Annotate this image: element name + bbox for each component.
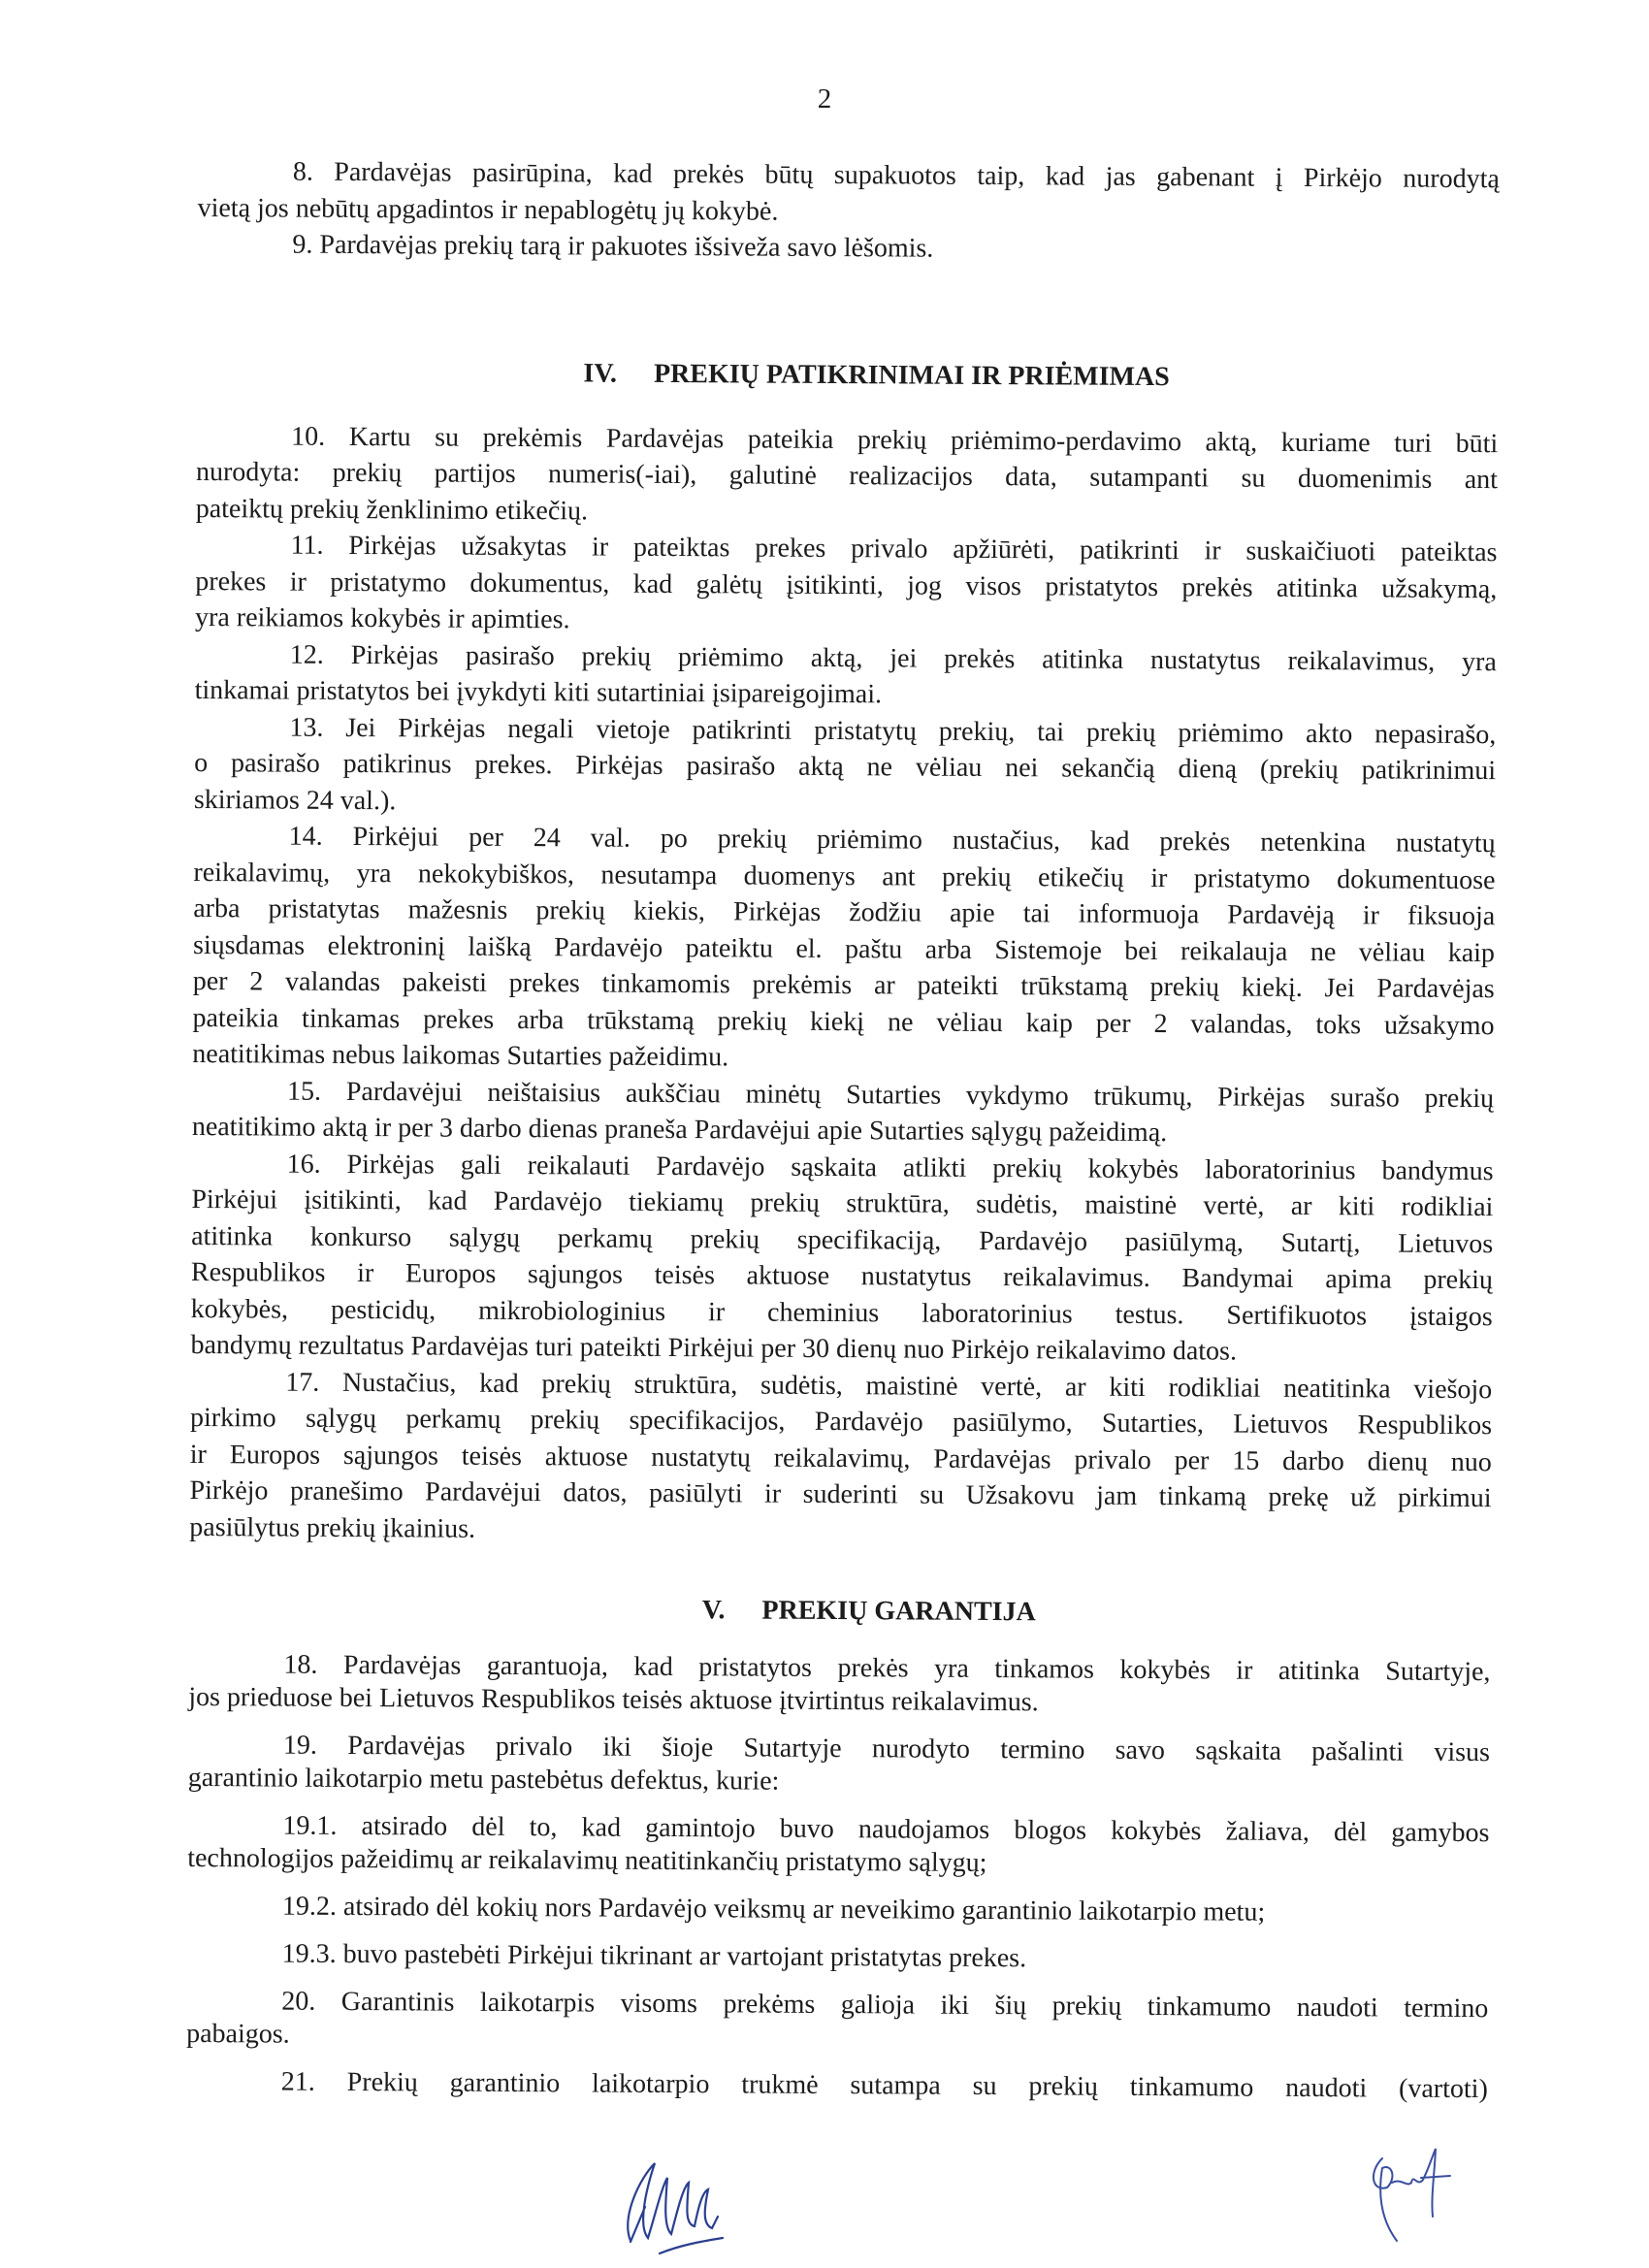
paragraph-line: 21. Prekių garantinio laikotarpio trukmė sutampa su prekių tinkamumo naudoti (vartoti) (280, 2066, 1488, 2105)
paragraph-line: 17. Nustačius, kad prekių struktūra, sudėtis, maistinė vertė, ar kiti rodikliai neatitinka viešojo (285, 1367, 1493, 1405)
paragraph-line: pasiūlytus prekių įkainius. (189, 1511, 476, 1544)
section-number: V. (701, 1595, 726, 1626)
paragraph (194, 708, 1497, 826)
paragraph-line: pirkimo sąlygų perkamų prekių specifikacijos, Pardavėjo pasiūlymo, Sutarties, Lietuvos Respublikos (189, 1402, 1493, 1442)
paragraph-line: reikalavimų, yra nekokybiškos, nesutampa duomenys ant prekių etikečių ir pristatymo dokumentuose (193, 857, 1496, 895)
paragraph (195, 635, 1497, 716)
paragraph-line: 8. Pardavėjas pasirūpina, kad prekės būtų supakuotos taip, kad jas gabenant į Pirkėjo nurodytą (292, 156, 1500, 195)
paragraph-line: 19.2. atsirado dėl kokių nors Pardavėjo veiksmų ar neveikimo garantinio laikotarpio metu; (281, 1891, 1266, 1928)
paragraph-line: tinkamai pristatytos bei įvykdyti kiti sutartiniai įsipareigojimai. (194, 674, 883, 710)
paragraph (196, 417, 1499, 535)
paragraph (188, 1648, 1490, 1722)
paragraph-line: ir Europos sąjungos teisės aktuose nustatytų reikalavimų, Pardavėjas privalo per 15 darbo dienų nuo (189, 1439, 1492, 1477)
paragraph-line: per 2 valandas pakeisti prekes tinkamomis prekėmis ar pateikti trūkstamą prekių kiekį. Jei Pardavėjas (192, 965, 1495, 1005)
paragraph (195, 527, 1498, 644)
paragraph (187, 1809, 1489, 1883)
paragraph (187, 1890, 1489, 1930)
sections (186, 351, 1499, 2106)
paragraph-line: Pirkėjo pranešimo Pardavėjui datos, pasiūlyti ir suderinti su Užsakovu jam tinkamą prekę už pirkimui (189, 1474, 1492, 1514)
paragraph-line: pateikia tinkamas prekes arba trūkstamą prekių kiekį ne vėliau kaip per 2 valandas, toks užsakymo (192, 1002, 1495, 1041)
paragraph-line: Pirkėjui įsitikinti, kad Pardavėjo tiekiamų prekių struktūra, sudėtis, maistinė vertė, ar kiti rodikliai (191, 1183, 1494, 1223)
paragraph-line: neatitikimo aktą ir per 3 darbo dienas praneša Pardavėjui apie Sutarties sąlygų pažeidimą. (191, 1111, 1168, 1149)
paragraph-line: 12. Pirkėjas pasirašo prekių priėmimo aktą, jei prekės atitinka nustatytus reikalavimus, yra (289, 639, 1497, 677)
paragraph-line: vietą jos nebūtų apgadintos ir nepablogėtų jų kokybė. (197, 192, 779, 227)
paragraph (186, 2065, 1488, 2106)
paragraph-line: arba pristatytas mažesnis prekių kiekis, Pirkėjas žodžiu apie tai informuoja Pardavėją ir fiksuoja (193, 892, 1496, 932)
paragraph-line: 18. Pardavėjas garantuoja, kad pristatytos prekės yra tinkamos kokybės ir atitinka Sutartyje, (283, 1649, 1491, 1688)
paragraph-line: bandymų rezultatus Pardavėjas turi pateikti Pirkėjui per 30 dienų nuo Pirkėjo reikalavimo datos. (190, 1329, 1238, 1367)
paragraph-line: yra reikiamos kokybės ir apimties. (194, 601, 570, 635)
paragraph-line: kokybės, pesticidų, mikrobiologinius ir cheminius laboratorinius testus. Sertifikuotos įstaigos (190, 1293, 1493, 1332)
section-title: PREKIŲ GARANTIJA (761, 1595, 1036, 1628)
paragraph-line: o pasirašo patikrinus prekes. Pirkėjas pasirašo aktą ne vėliau nei sekančią dieną (prekių patikrinimui (194, 747, 1497, 787)
paragraph-line: 14. Pirkėjui per 24 val. po prekių priėmimo nustačius, kad prekės netenkina nustatytų (288, 821, 1496, 859)
paragraph-line: 16. Pirkėjas gali reikalauti Pardavėjo sąskaita atlikti prekių kokybės laboratorinius bandymus (286, 1149, 1494, 1186)
paragraph-line: technologijos pažeidimų ar reikalavimų neatitinkančių pristatymo sąlygų; (187, 1842, 987, 1879)
section (189, 351, 1498, 1553)
paragraph-line: 9. Pardavėjas prekių tarą ir pakuotes išsiveža savo lėšomis. (292, 229, 934, 264)
paragraph (198, 153, 1500, 234)
paragraph (192, 1072, 1494, 1152)
signature-left (601, 2149, 747, 2260)
paragraph-line: 20. Garantinis laikotarpis visoms prekėms galioja iki šių prekių tinkamumo naudoti termino (281, 1986, 1489, 2025)
section (186, 1588, 1491, 2106)
paragraph-line: pabaigos. (186, 2018, 290, 2050)
paragraph-line: 19. Pardavėjas privalo iki šioje Sutartyje nurodyto termino savo sąskaita pašalinti visus (282, 1730, 1491, 1768)
paragraph-line: jos prieduose bei Lietuvos Respublikos teisės aktuose įtvirtintus reikalavimus. (188, 1681, 1039, 1718)
paragraph-line: skiriamos 24 val.). (193, 784, 397, 816)
paragraph-line: nurodyta: prekių partijos numeris(-iai), galutinė realizacijos data, sutampanti su duomenimis ant (195, 456, 1499, 496)
paragraph-line: 19.1. atsirado dėl to, kad gamintojo buvo naudojamos blogos kokybės žaliava, dėl gamybos (282, 1810, 1490, 1849)
paragraph (197, 226, 1499, 271)
paragraph-line: 10. Kartu su prekėmis Pardavėjas pateikia prekių priėmimo-perdavimo aktą, kuriame turi būti (291, 421, 1499, 459)
paragraph-line: pateiktų prekių ženklinimo etikečių. (195, 493, 589, 526)
section-title: PREKIŲ PATIKRINIMAI IR PRIĖMIMAS (653, 358, 1170, 392)
paragraph-line: 19.3. buvo pastebėti Pirkėjui tikrinant ar vartojant pristatytas prekes. (281, 1938, 1027, 1974)
paragraph (186, 1985, 1488, 2058)
paragraph-line: siųsdamas elektroninį laišką Pardavėjo pateiktu el. paštu arba Sistemoje bei reikalauja ne vėliau kaip (192, 929, 1496, 968)
section-heading (189, 1588, 1491, 1635)
paragraph (188, 1729, 1490, 1802)
section-number: IV. (583, 357, 618, 389)
paragraph (192, 818, 1496, 1081)
section-heading (197, 351, 1499, 398)
paragraph (187, 1937, 1489, 1978)
paragraph-line: neatitikimas nebus laikomas Sutarties pažeidimu. (192, 1038, 729, 1073)
paragraph-line: 15. Pardavėjui neištaisius aukščiau minėtų Sutarties vykdymo trūkumų, Pirkėjas surašo prekių (287, 1076, 1495, 1114)
paragraph-line: 13. Jei Pirkėjas negali vietoje patikrinti pristatytų prekių, tai prekių priėmimo akto nepasirašo, (289, 712, 1497, 750)
page-number: 2 (817, 83, 832, 114)
signature-right (1353, 2139, 1470, 2251)
document-body (186, 153, 1500, 2121)
paragraph (190, 1145, 1493, 1371)
paragraph-line: atitinka konkurso sąlygų perkamų prekių specifikaciją, Pardavėjo pasiūlymą, Sutartį, Lietuvos (191, 1220, 1494, 1259)
intro-paragraphs (197, 153, 1500, 271)
paragraph-line: Respublikos ir Europos sąjungos teisės aktuose nustatytus reikalavimus. Bandymai apima prekių (190, 1256, 1494, 1296)
paragraph (189, 1363, 1492, 1553)
paragraph-line: garantinio laikotarpio metu pastebėtus defektus, kurie: (187, 1762, 780, 1797)
paragraph-line: prekes ir pristatymo dokumentus, kad galėtų įsitikinti, jog visos pristatytos prekės atitinka užsakymą, (195, 566, 1498, 604)
paragraph-line: 11. Pirkėjas užsakytas ir pateiktas prekes privalo apžiūrėti, patikrinti ir suskaičiuoti pateiktas (290, 530, 1498, 568)
